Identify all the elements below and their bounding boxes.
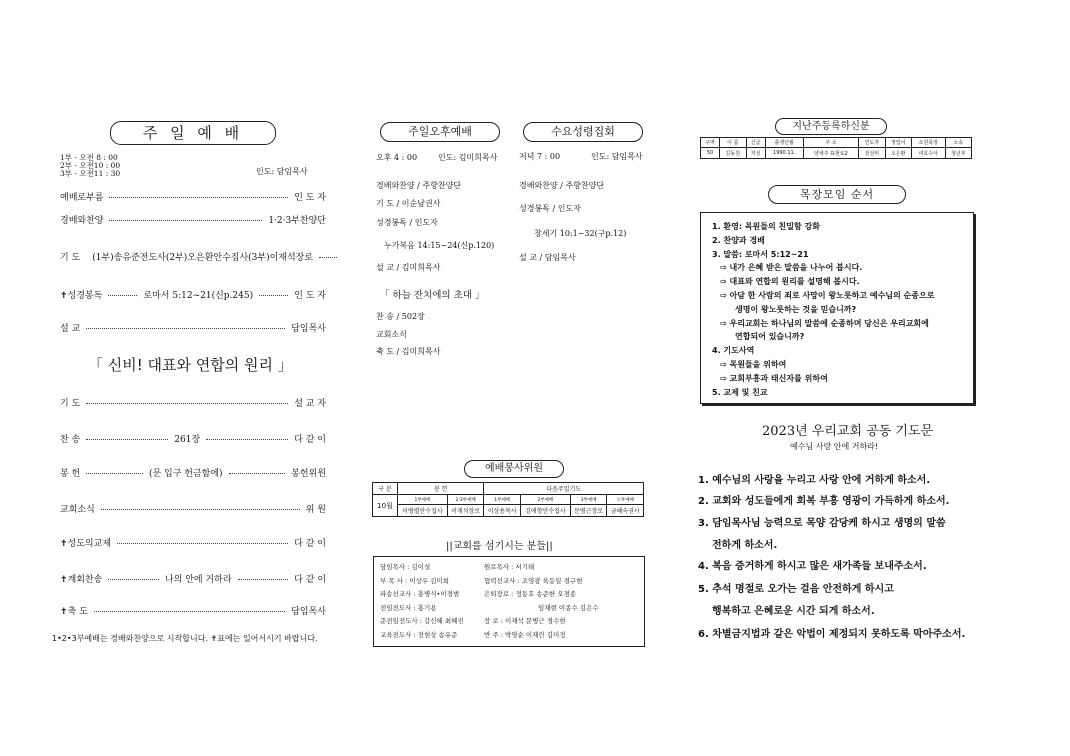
afternoon-worship-title: 주일오후예배 [380, 122, 500, 142]
order-row [60, 502, 326, 515]
order-detail: 261장 [174, 435, 201, 445]
newcomer-header: 소원목장 [911, 138, 945, 148]
dotted-leader [108, 294, 137, 296]
prayer-line: 1. 예수님의 사랑을 누리고 사랑 안에 거하게 하소서. [698, 475, 931, 486]
newcomer-header: 주 소 [803, 138, 858, 148]
prayer-line: 2. 교회와 성도들에게 회복 부흥 영광이 가득하게 하소서. [698, 496, 950, 507]
order-row [60, 213, 326, 226]
staff-entry: 부 목 사 : 이상우 김미희 [380, 576, 450, 585]
order-row [60, 288, 326, 301]
staff-entry: 협력선교사 : 조영광 육동일 경구현 [484, 576, 583, 585]
sub-header: 3부예배 [570, 495, 607, 505]
order-row [60, 190, 326, 203]
staff-entry: 교육전도사 : 전현상 송유준 [380, 630, 458, 639]
order-person: 인 도 자 [294, 291, 326, 301]
newcomer-cell: 여호수아 [911, 148, 945, 159]
prayer-title: 2023년 우리교회 공동 기도문 [762, 424, 934, 439]
newcomer-cell: 오은환 [885, 148, 911, 159]
col-header: 구 분 [373, 483, 398, 495]
sub-header: 오후예배 [607, 495, 644, 505]
cell-meeting-title: 목장모임 순서 [768, 185, 906, 204]
cell-meeting-item: 1. 환영: 목원들의 친밀함 강화 [712, 222, 820, 231]
dotted-leader [109, 196, 288, 198]
order-person: 다 같 이 [294, 435, 326, 445]
cell-meeting-item: ⇨ 목원들을 위하여 [720, 360, 787, 369]
newcomer-header: 인도자 [859, 138, 885, 148]
order-person: 설 교 자 [294, 399, 326, 409]
afternoon-item: 찬 송 / 502장 [376, 312, 425, 321]
newcomer-cell: 50 [701, 148, 720, 159]
cell-meeting-item: ⇨ 교회부흥과 태신자를 위하여 [720, 373, 828, 383]
prayer-line: 5. 추석 명절로 오가는 걸음 안전하게 하시고 [698, 584, 894, 595]
sub-header: 2·3부예배 [447, 495, 484, 505]
dotted-leader [109, 219, 262, 221]
dotted-leader [238, 578, 289, 580]
prayer-subtitle: 예수님 사랑 안에 거하라! [790, 442, 879, 451]
order-label: 경배와찬양 [60, 216, 104, 226]
sub-header: 1부예배 [398, 495, 448, 505]
wednesday-time: 저녁 7 : 00 [519, 152, 561, 161]
staff-entry: 장 로 : 이재석 문병근 경수현 [484, 617, 566, 625]
col-header: 봉 헌 [398, 483, 484, 495]
wednesday-item: 창세기 10:1~32(구p.12) [534, 229, 627, 238]
order-label: 설 교 [60, 324, 81, 334]
staff-entry: 전임전도사 : 홍기용 [380, 603, 437, 612]
newcomer-header: 소속 [945, 138, 971, 148]
committee-cell: 문병근장로 [570, 505, 607, 517]
worship-leader: 인도: 담임목사 [256, 167, 308, 176]
cell-meeting-item: 2. 찬양과 경배 [712, 235, 765, 245]
cell-meeting-item: 3. 말씀: 로마서 5:12~21 [712, 249, 809, 259]
order-detail: 나의 안에 거하라 [164, 575, 232, 585]
order-label: 기 도 [60, 253, 81, 263]
order-label: 봉 헌 [60, 469, 81, 479]
order-label: 찬 송 [60, 435, 81, 445]
newcomer-cell: 김동원 [720, 148, 746, 159]
newcomer-header: 이 름 [720, 138, 746, 148]
wednesday-item: 경배와찬양 / 주향찬양단 [519, 181, 605, 190]
dotted-leader [86, 438, 168, 440]
order-row [60, 321, 326, 334]
newcomer-header: 출생년월 [765, 138, 803, 148]
worship-times: 1부 - 오전 8 : 00 2부 - 오전10 : 00 3부 - 오전11 : 30 [60, 153, 121, 178]
afternoon-item: 설 교 / 김미희목사 [376, 263, 441, 272]
prayer-line: 6. 차별금지법과 같은 악법이 제정되지 못하도록 막아주소서. [698, 629, 966, 640]
order-person: 다 같 이 [294, 539, 326, 549]
order-row [60, 536, 326, 549]
col-header: 다음주일기도 [484, 483, 644, 495]
cell-meeting-item: ⇨ 우리교회는 하나님의 말씀에 순종하며 당신은 우리교회에 [720, 318, 929, 328]
newcomer-header: 정업이 [885, 138, 911, 148]
newcomer-table [700, 137, 972, 159]
order-person: 다 같 이 [294, 575, 327, 585]
afternoon-time: 오후 4 : 00 [376, 153, 418, 162]
service-committee-title: 예배봉사위원 [464, 460, 564, 478]
sermon-title: 「 신비! 대표와 연합의 원리 」 [88, 356, 293, 374]
dotted-leader [86, 327, 285, 329]
sunday-worship-title: 주 일 예 배 [110, 121, 276, 145]
order-person: 1·2·3부찬양단 [268, 216, 326, 226]
order-detail: (1부)송유준전도사(2부)오은환안수집사(3부)이재석장로 [92, 253, 314, 263]
order-label: ✝계회찬송 [60, 575, 103, 585]
month-cell: 10월 [373, 495, 398, 517]
order-row [60, 572, 326, 585]
order-label: 예배로부름 [60, 193, 104, 203]
newcomer-cell: 전성익 [859, 148, 885, 159]
committee-cell: 이재석장로 [447, 505, 484, 517]
staff-entry: 원로목사 : 서기태 [484, 563, 535, 571]
sub-header: 2부예배 [520, 495, 570, 505]
wednesday-worship-title: 수요성령집회 [523, 122, 643, 142]
dotted-leader [319, 256, 337, 258]
dotted-leader [229, 472, 286, 474]
dotted-leader [94, 610, 285, 612]
cell-meeting-item: 연합되어 있습니까? [735, 332, 805, 342]
afternoon-item: 경배와찬양 / 주향찬양단 [376, 181, 462, 190]
order-label: ✝성도의교제 [60, 539, 112, 549]
staff-entry: 반 주 : 박영순 이재린 김미정 [484, 630, 566, 639]
wednesday-item: 성경봉독 / 인도자 [519, 204, 581, 213]
staff-entry: 은퇴장로 : 정동호 송준한 오경종 [484, 590, 577, 598]
cell-meeting-item: ⇨ 아담 한 사람의 죄로 사망이 왕노릇하고 예수님의 순종으로 [720, 291, 935, 300]
order-person: 담임목사 [291, 607, 326, 617]
footnote: 1•2•3부예배는 경배와찬양으로 시작합니다. ✝표에는 일어서시기 바랍니다. [52, 634, 318, 643]
order-label: 기 도 [60, 399, 81, 409]
order-label: ✝성경봉독 [60, 291, 103, 301]
order-row [60, 604, 326, 617]
wednesday-leader: 인도: 담임목사 [591, 152, 643, 161]
newcomer-header: 구역 [701, 138, 720, 148]
service-committee-table [372, 482, 644, 517]
order-person: 위 원 [305, 505, 326, 515]
prayer-line: 4. 복음 증거하게 하시고 많은 새가족들 보내주소서. [698, 561, 927, 572]
newcomer-header: 신급 [746, 138, 765, 148]
dotted-leader [108, 578, 159, 580]
order-row [60, 466, 326, 479]
order-detail: (문 입구 헌금함에) [148, 469, 223, 479]
prayer-line: 전하게 하소서. [712, 540, 778, 551]
committee-cell: 김애향안수집사 [520, 505, 570, 517]
order-person: 담임목사 [291, 324, 326, 334]
afternoon-leader: 인도: 김미희목사 [438, 153, 498, 162]
sub-header: 1부예배 [484, 495, 521, 505]
staff-entry: 준전임전도사 : 강신혜 최혜진 [380, 617, 464, 625]
order-detail: 로마서 5:12~21(신p.245) [143, 291, 254, 301]
wednesday-item: 설 교 / 담임목사 [519, 253, 576, 262]
dotted-leader [206, 438, 288, 440]
dotted-leader [86, 402, 288, 404]
afternoon-item: 누가복음 14:15~24(신p.120) [384, 241, 495, 250]
order-label: ✝축 도 [60, 607, 88, 617]
cell-meeting-item: 5. 교제 및 친교 [712, 387, 768, 397]
dotted-leader [259, 294, 288, 296]
afternoon-item: 「 하늘 잔치에의 초대 」 [380, 290, 485, 301]
prayer-line: 3. 담임목사님 능력으로 목양 감당케 하시고 생명의 말씀 [698, 518, 946, 529]
order-row [60, 250, 326, 263]
cell-meeting-item: 4. 기도사역 [712, 346, 755, 356]
dotted-leader [101, 508, 300, 510]
dotted-leader [117, 542, 288, 544]
newcomer-title: 지난주등록하신분 [775, 118, 887, 135]
afternoon-item: 교회소식 [376, 330, 407, 339]
cell-meeting-item: ⇨ 내가 은혜 받은 말씀을 나누어 봅시다. [720, 263, 863, 273]
afternoon-item: 성경봉독 / 인도자 [376, 218, 438, 227]
committee-cell: 이병렬안수집사 [398, 505, 448, 517]
staff-entry: 담임목사 : 김이성 [380, 563, 431, 571]
prayer-line: 행복하고 은혜로운 시간 되게 하소서. [712, 606, 875, 617]
committee-cell: 이상용목사 [484, 505, 521, 517]
cell-meeting-item: 생명이 왕노릇하는 것을 믿습니까? [735, 304, 857, 314]
afternoon-item: 기 도 / 이순남권사 [376, 199, 441, 208]
newcomer-cell: 양세주 표현로2 [803, 148, 858, 159]
newcomer-cell: 직성 [746, 148, 765, 159]
committee-cell: 금혜숙권사 [607, 505, 644, 517]
order-row [60, 396, 326, 409]
afternoon-item: 축 도 / 김미희목사 [376, 347, 441, 356]
order-person: 봉헌위원 [291, 469, 327, 479]
order-label: 교회소식 [60, 505, 95, 515]
order-person: 인 도 자 [294, 193, 326, 203]
newcomer-cell: 1990.11. [765, 148, 803, 159]
order-row [60, 432, 326, 445]
staff-entry: 파송선교사 : 홍병식•이경범 [380, 590, 460, 598]
staff-entry: 임재현 이종수 김은수 [538, 603, 599, 612]
dotted-leader [86, 472, 143, 474]
staff-title: ||교회를 섬기시는 분들|| [446, 541, 553, 552]
cell-meeting-item: ⇨ 대표와 연합의 원리를 설명해 봅시다. [720, 277, 860, 287]
newcomer-cell: 청년부 [945, 148, 971, 159]
